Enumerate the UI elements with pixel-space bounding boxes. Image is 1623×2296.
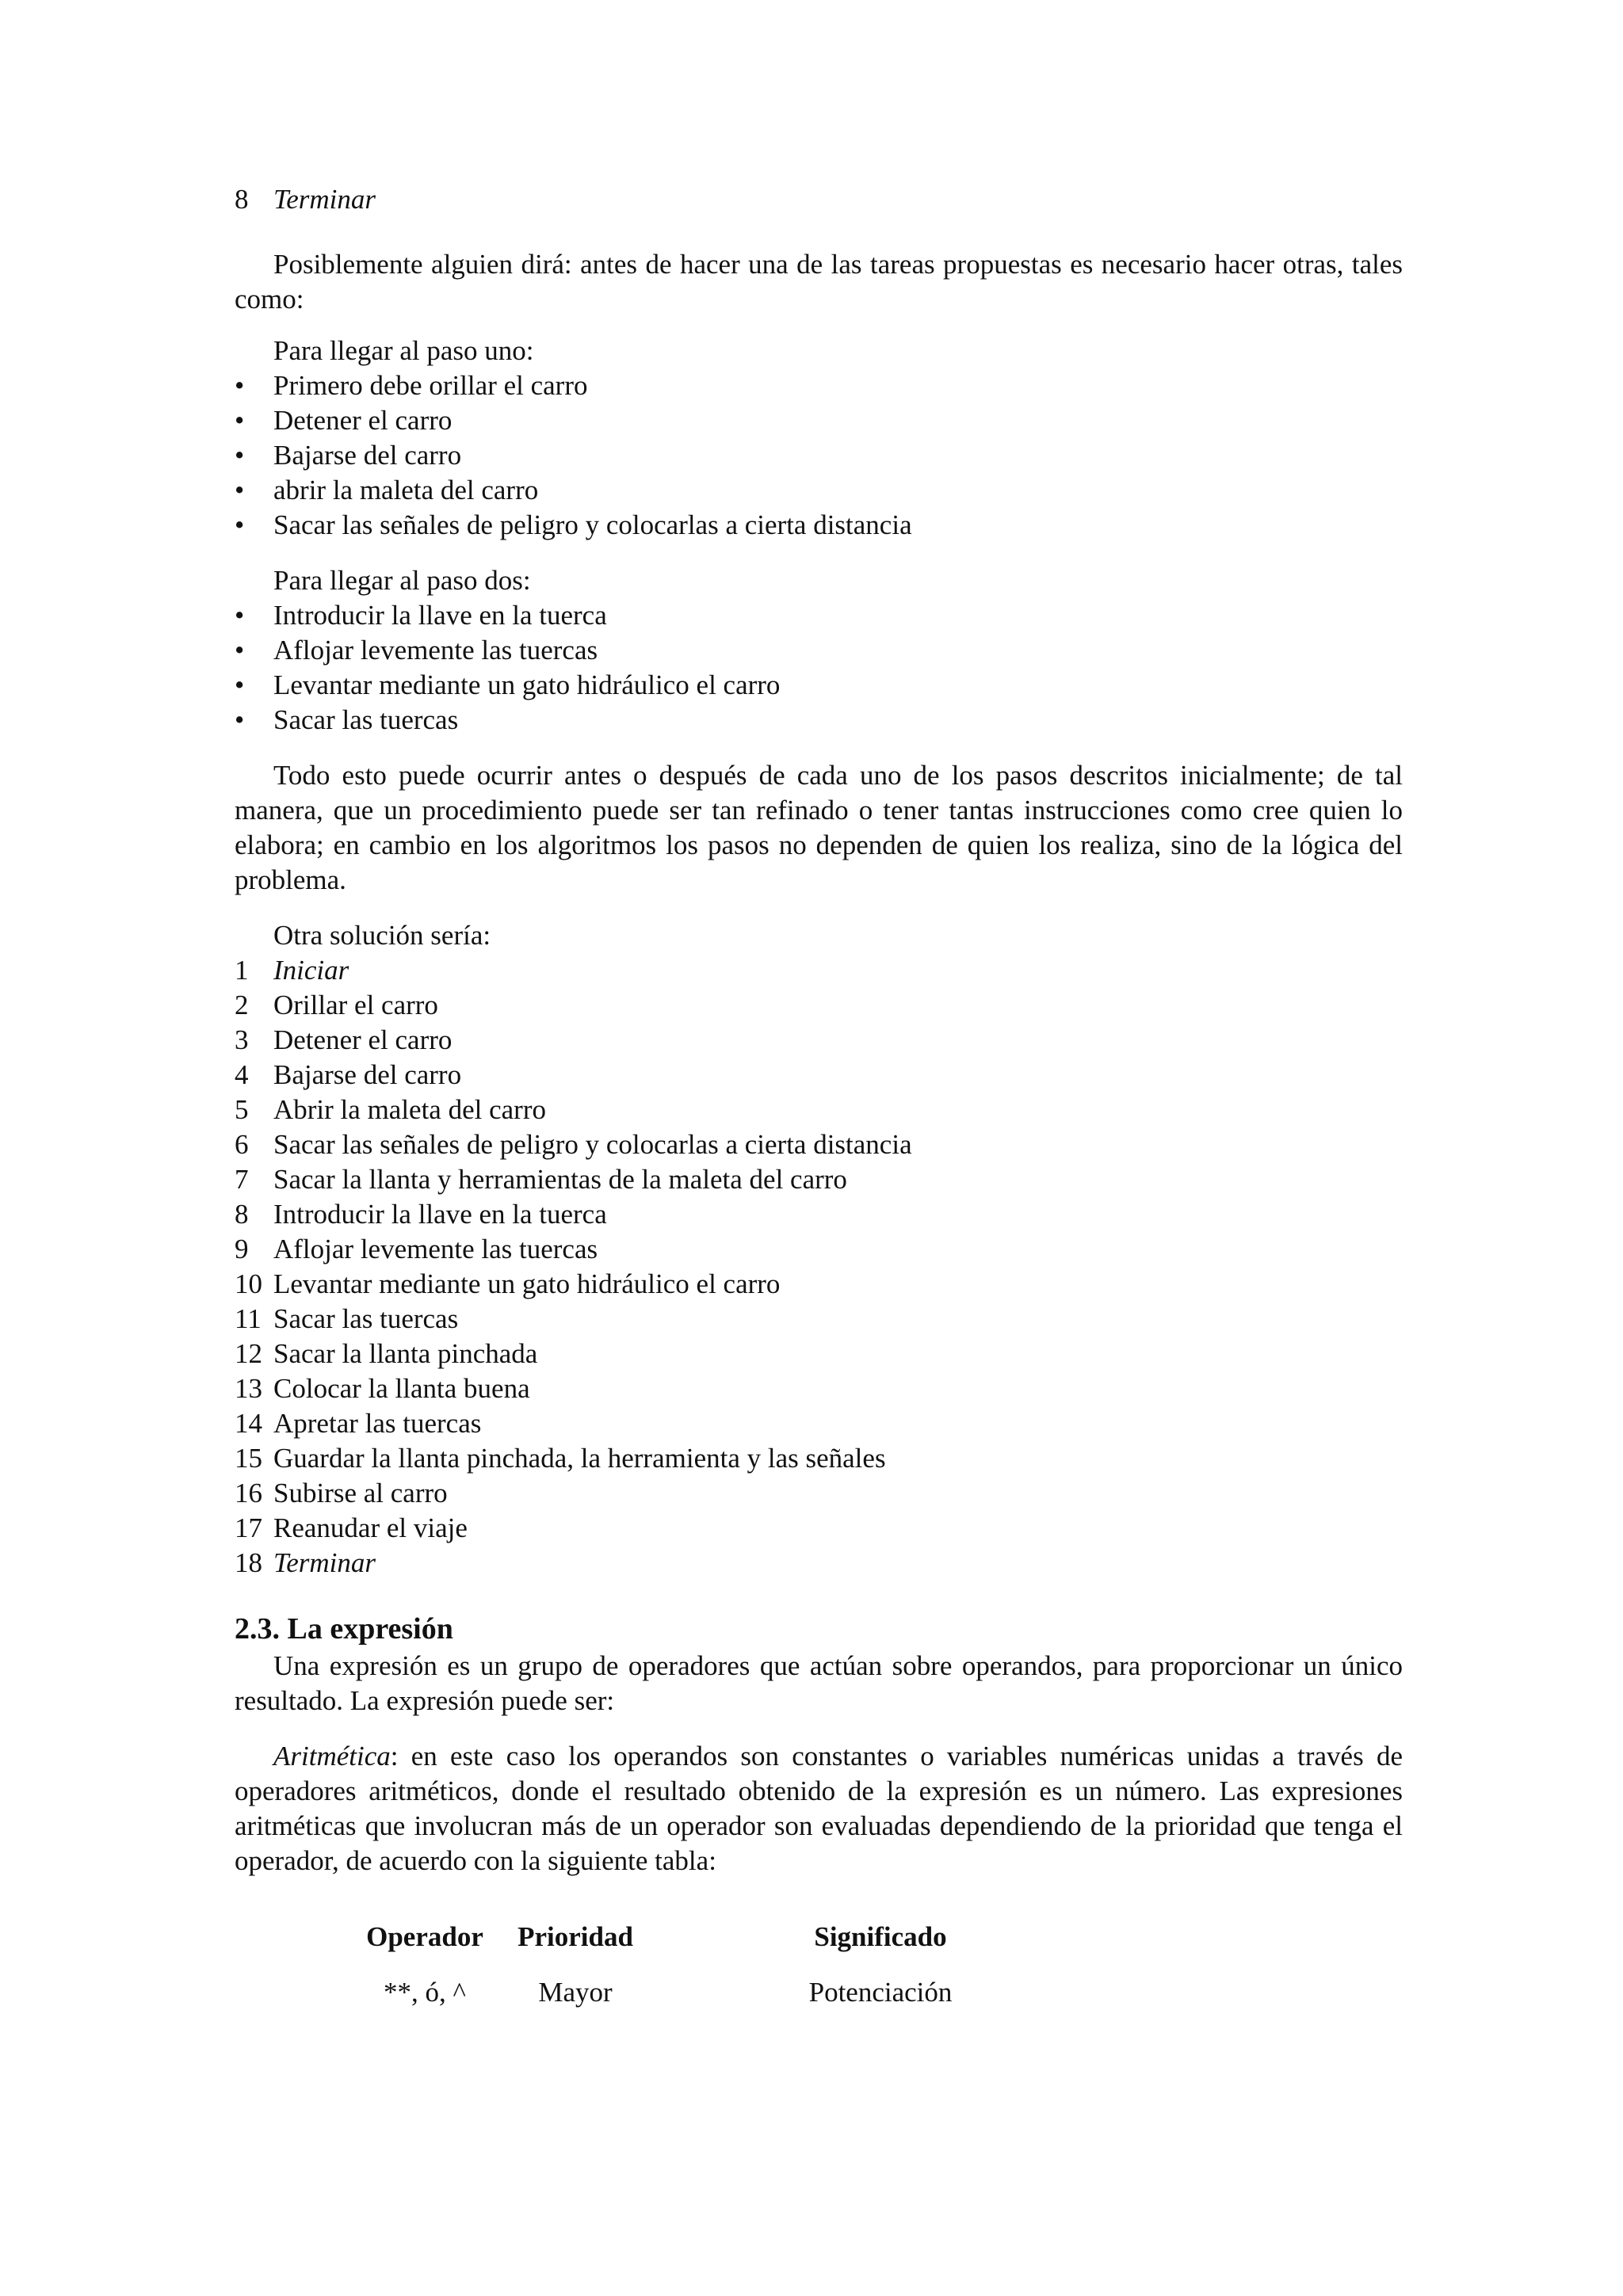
list-item: 17 Reanudar el viaje bbox=[235, 1511, 1403, 1546]
list-item: 8 Introducir la llave en la tuerca bbox=[235, 1197, 1403, 1232]
step-number: 7 bbox=[235, 1164, 249, 1195]
list-item: • abrir la maleta del carro bbox=[235, 473, 1403, 508]
list-item: 12 Sacar la llanta pinchada bbox=[235, 1337, 1403, 1371]
list-item: 9 Aflojar levemente las tuercas bbox=[235, 1232, 1403, 1267]
bullet: • bbox=[235, 475, 245, 505]
step-number: 9 bbox=[235, 1234, 249, 1264]
arithmetic-text: : en este caso los operandos son constantes o variables numéricas unidas a través de operadores aritméticos, donde el resultado obtenido de la expresión es un número. Las expresiones aritméticas que involucran más de un operador son evaluadas dependiendo de la prioridad que tenga el operador, de acuerdo con la siguiente tabla: bbox=[235, 1741, 1403, 1876]
bullet: • bbox=[235, 405, 245, 436]
bullet: • bbox=[235, 600, 245, 631]
step-number: 10 bbox=[235, 1268, 262, 1299]
step-number: 5 bbox=[235, 1094, 249, 1125]
body-paragraph: Todo esto puede ocurrir antes o después de cada uno de los pasos descritos inicialmente; de tal manera, que un procedimiento puede ser tan refinado o tener tantas instrucciones como cree quien lo elabora; en cambio en los algoritmos los pasos no dependen de quien los realiza, sino de la lógica del problema. bbox=[235, 760, 1403, 895]
table-cell-meaning: Potenciación bbox=[808, 1977, 953, 2008]
section-intro: Una expresión es un grupo de operadores que actúan sobre operandos, para proporcionar un único resultado. La expresión puede ser: bbox=[235, 1650, 1403, 1716]
list-item: • Levantar mediante un gato hidráulico el carro bbox=[235, 668, 1403, 703]
step-number: 2 bbox=[235, 990, 249, 1020]
list-item: • Detener el carro bbox=[235, 403, 1403, 438]
list-item: 14 Apretar las tuercas bbox=[235, 1406, 1403, 1441]
step-number: 16 bbox=[235, 1478, 262, 1508]
step-number: 13 bbox=[235, 1373, 262, 1404]
list-item: 16 Subirse al carro bbox=[235, 1476, 1403, 1511]
step-number: 18 bbox=[235, 1547, 262, 1578]
list-item: • Sacar las tuercas bbox=[235, 703, 1403, 738]
list-item: • Sacar las señales de peligro y colocarlas a cierta distancia bbox=[235, 508, 1403, 543]
step-one-list bbox=[235, 368, 1403, 543]
list-item: 15 Guardar la llanta pinchada, la herramienta y las señales bbox=[235, 1441, 1403, 1476]
step-number: 11 bbox=[235, 1303, 262, 1334]
step-two-heading: Para llegar al paso dos: bbox=[273, 565, 531, 596]
operator-table bbox=[361, 1920, 1075, 2008]
arithmetic-paragraph bbox=[235, 1739, 1403, 1878]
list-item: 3 Detener el carro bbox=[235, 1023, 1403, 1058]
step-number: 8 bbox=[235, 1199, 249, 1230]
top-step bbox=[235, 182, 1403, 217]
step-number: 3 bbox=[235, 1024, 249, 1055]
table-header-prioridad: Prioridad bbox=[517, 1921, 633, 1952]
list-item: • Introducir la llave en la tuerca bbox=[235, 598, 1403, 633]
list-item: • Bajarse del carro bbox=[235, 438, 1403, 473]
list-item: 7 Sacar la llanta y herramientas de la maleta del carro bbox=[235, 1162, 1403, 1197]
step-number: 6 bbox=[235, 1129, 249, 1160]
table-header-significado: Significado bbox=[814, 1921, 947, 1952]
bullet: • bbox=[235, 440, 245, 471]
step-number: 14 bbox=[235, 1408, 262, 1439]
list-item: 4 Bajarse del carro bbox=[235, 1058, 1403, 1093]
step-number: 15 bbox=[235, 1443, 262, 1474]
table-header-operador: Operador bbox=[366, 1921, 483, 1952]
list-item: 11 Sacar las tuercas bbox=[235, 1302, 1403, 1337]
list-item: 6 Sacar las señales de peligro y colocarlas a cierta distancia bbox=[235, 1127, 1403, 1162]
list-item: 13 Colocar la llanta buena bbox=[235, 1371, 1403, 1406]
list-item: 1 Iniciar bbox=[235, 953, 1403, 988]
step-text: Terminar bbox=[273, 184, 376, 215]
document-page bbox=[235, 182, 1403, 2008]
bullet: • bbox=[235, 669, 245, 700]
table-cell-priority: Mayor bbox=[538, 1977, 613, 2008]
table-cell-operator: **, ó, ^ bbox=[384, 1977, 466, 2008]
bullet: • bbox=[235, 704, 245, 735]
solution-list bbox=[235, 953, 1403, 1581]
list-item: • Primero debe orillar el carro bbox=[235, 368, 1403, 403]
list-item: 2 Orillar el carro bbox=[235, 988, 1403, 1023]
step-number: 17 bbox=[235, 1512, 262, 1543]
step-number: 4 bbox=[235, 1059, 249, 1090]
bullet: • bbox=[235, 509, 245, 540]
intro-paragraph: Posiblemente alguien dirá: antes de hacer una de las tareas propuestas es necesario hacer otras, tales como: bbox=[235, 249, 1403, 315]
list-item: • Aflojar levemente las tuercas bbox=[235, 633, 1403, 668]
step-number: 8 bbox=[235, 184, 249, 215]
step-number: 12 bbox=[235, 1338, 262, 1369]
bullet: • bbox=[235, 370, 245, 401]
step-one-heading: Para llegar al paso uno: bbox=[273, 335, 534, 366]
list-item: 5 Abrir la maleta del carro bbox=[235, 1093, 1403, 1127]
arithmetic-term: Aritmética bbox=[273, 1741, 391, 1772]
step-number: 1 bbox=[235, 955, 249, 986]
step-two-list bbox=[235, 598, 1403, 738]
list-item: 10 Levantar mediante un gato hidráulico el carro bbox=[235, 1267, 1403, 1302]
bullet: • bbox=[235, 635, 245, 666]
solution-heading: Otra solución sería: bbox=[273, 920, 491, 951]
section-title: 2.3. La expresión bbox=[235, 1612, 453, 1646]
list-item: 18 Terminar bbox=[235, 1546, 1403, 1581]
